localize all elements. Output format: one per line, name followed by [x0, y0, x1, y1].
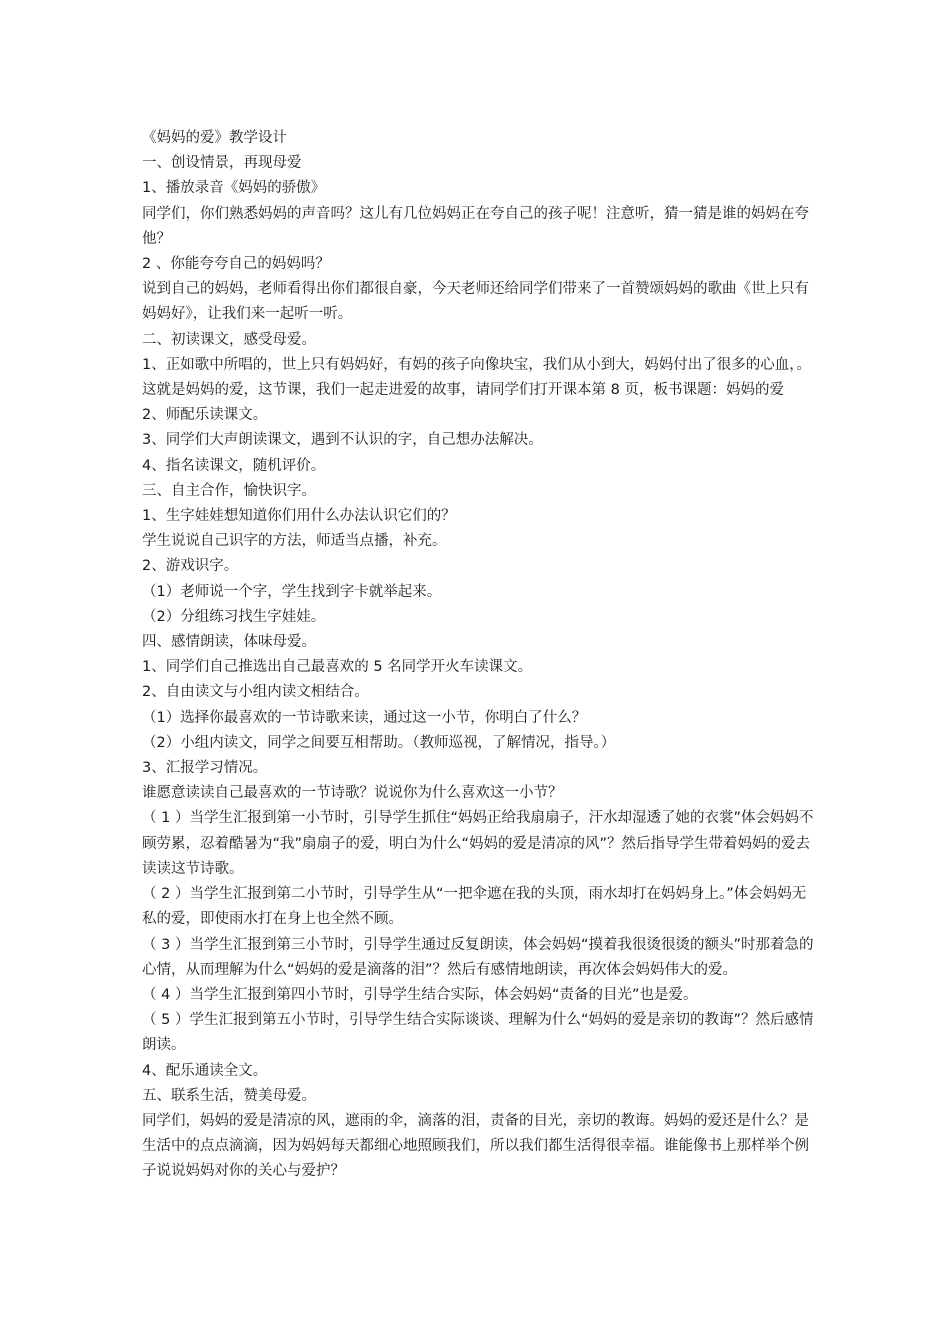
- paragraph: （2）小组内读文，同学之间要互相帮助。（教师巡视，了解情况，指导。）: [142, 734, 616, 751]
- paragraph: 2、师配乐读课文。: [142, 407, 268, 424]
- paragraph: 2 、你能夸夸自己的妈妈吗？: [142, 256, 330, 273]
- section-heading: 一、创设情景，再现母爱: [142, 155, 302, 172]
- paragraph: 同学们，妈妈的爱是清凉的风，遮雨的伞，滴落的泪，责备的目光，亲切的教诲。妈妈的爱还是什么？是生活中的点点滴滴，因为妈妈每天都细心地照顾我们，所以我们都生活得很幸福。谁能像书上那样举个例子说说妈妈对你的关心与爱护？: [142, 1112, 809, 1180]
- paragraph: （ 4 ）当学生汇报到第四小节时，引导学生结合实际，体会妈妈“责备的目光”也是爱。: [142, 986, 698, 1003]
- paragraph: （ 2 ）当学生汇报到第二小节时，引导学生从“一把伞遮在我的头顶，雨水却打在妈妈身上。”体会妈妈无私的爱，即使雨水打在身上也全然不顾。: [142, 886, 807, 928]
- section-heading: 五、联系生活，赞美母爱。: [142, 1087, 316, 1104]
- paragraph: 1、生字娃娃想知道你们用什么办法认识它们的？: [142, 508, 456, 525]
- paragraph: 4、指名读课文，随机评价。: [142, 457, 326, 474]
- paragraph: （ 1 ）当学生汇报到第一小节时，引导学生抓住“妈妈正给我扇扇子，汗水却湿透了她的衣裳”体会妈妈不顾劳累，忍着酷暑为“我”扇扇子的爱，明白为什么“妈妈的爱是清凉的风”？然后指导学生带着妈妈的爱去读读这节诗歌。: [142, 810, 814, 877]
- document-title: 《妈妈的爱》教学设计: [142, 130, 287, 146]
- paragraph: 2、自由读文与小组内读文相结合。: [142, 684, 369, 701]
- paragraph: 2、游戏识字。: [142, 558, 239, 575]
- document-body: [142, 126, 814, 1185]
- paragraph: 3、汇报学习情况。: [142, 760, 268, 777]
- paragraph: 1、同学们自己推选出自己最喜欢的 5 名同学开火车读课文。: [142, 659, 533, 676]
- paragraph: 同学们，你们熟悉妈妈的声音吗？这儿有几位妈妈正在夸自己的孩子呢！注意听，猜一猜是谁的妈妈在夸他？: [142, 205, 809, 247]
- paragraph: 1、正如歌中所唱的，世上只有妈妈好，有妈的孩子向像块宝，我们从小到大，妈妈付出了很多的心血，。这就是妈妈的爱，这节课，我们一起走进爱的故事，请同学们打开课本第 8 页，板书课题：妈妈的爱: [142, 356, 811, 399]
- paragraph: 1、播放录音《妈妈的骄傲》: [142, 180, 326, 197]
- paragraph: （ 3 ）当学生汇报到第三小节时，引导学生通过反复朗读，体会妈妈“摸着我很烫很烫的额头”时那着急的心情，从而理解为什么“妈妈的爱是滴落的泪”？然后有感情地朗读，再次体会妈妈伟大的爱。: [142, 936, 814, 978]
- paragraph: 学生说说自己识字的方法，师适当点播，补充。: [142, 533, 447, 550]
- paragraph: 谁愿意读读自己最喜欢的一节诗歌？说说你为什么喜欢这一小节？: [142, 785, 563, 802]
- section-heading: 三、自主合作，愉快识字。: [142, 482, 316, 499]
- paragraph: 3、同学们大声朗读课文，遇到不认识的字，自己想办法解决。: [142, 432, 543, 449]
- section-heading: 二、初读课文，感受母爱。: [142, 331, 316, 348]
- paragraph: （ 5 ）学生汇报到第五小节时，引导学生结合实际谈谈、理解为什么“妈妈的爱是亲切的教诲”？然后感情朗读。: [142, 1012, 814, 1054]
- paragraph: （1）选择你最喜欢的一节诗歌来读，通过这一小节，你明白了什么？: [142, 709, 587, 726]
- paragraph: （1）老师说一个字，学生找到字卡就举起来。: [142, 583, 442, 600]
- section-heading: 四、感情朗读，体味母爱。: [142, 634, 316, 651]
- paragraph: 4、配乐通读全文。: [142, 1062, 268, 1079]
- paragraph: 说到自己的妈妈，老师看得出你们都很自豪，今天老师还给同学们带来了一首赞颂妈妈的歌曲《世上只有妈妈好》，让我们来一起听一听。: [142, 281, 809, 323]
- paragraph: （2）分组练习找生字娃娃。: [142, 608, 326, 625]
